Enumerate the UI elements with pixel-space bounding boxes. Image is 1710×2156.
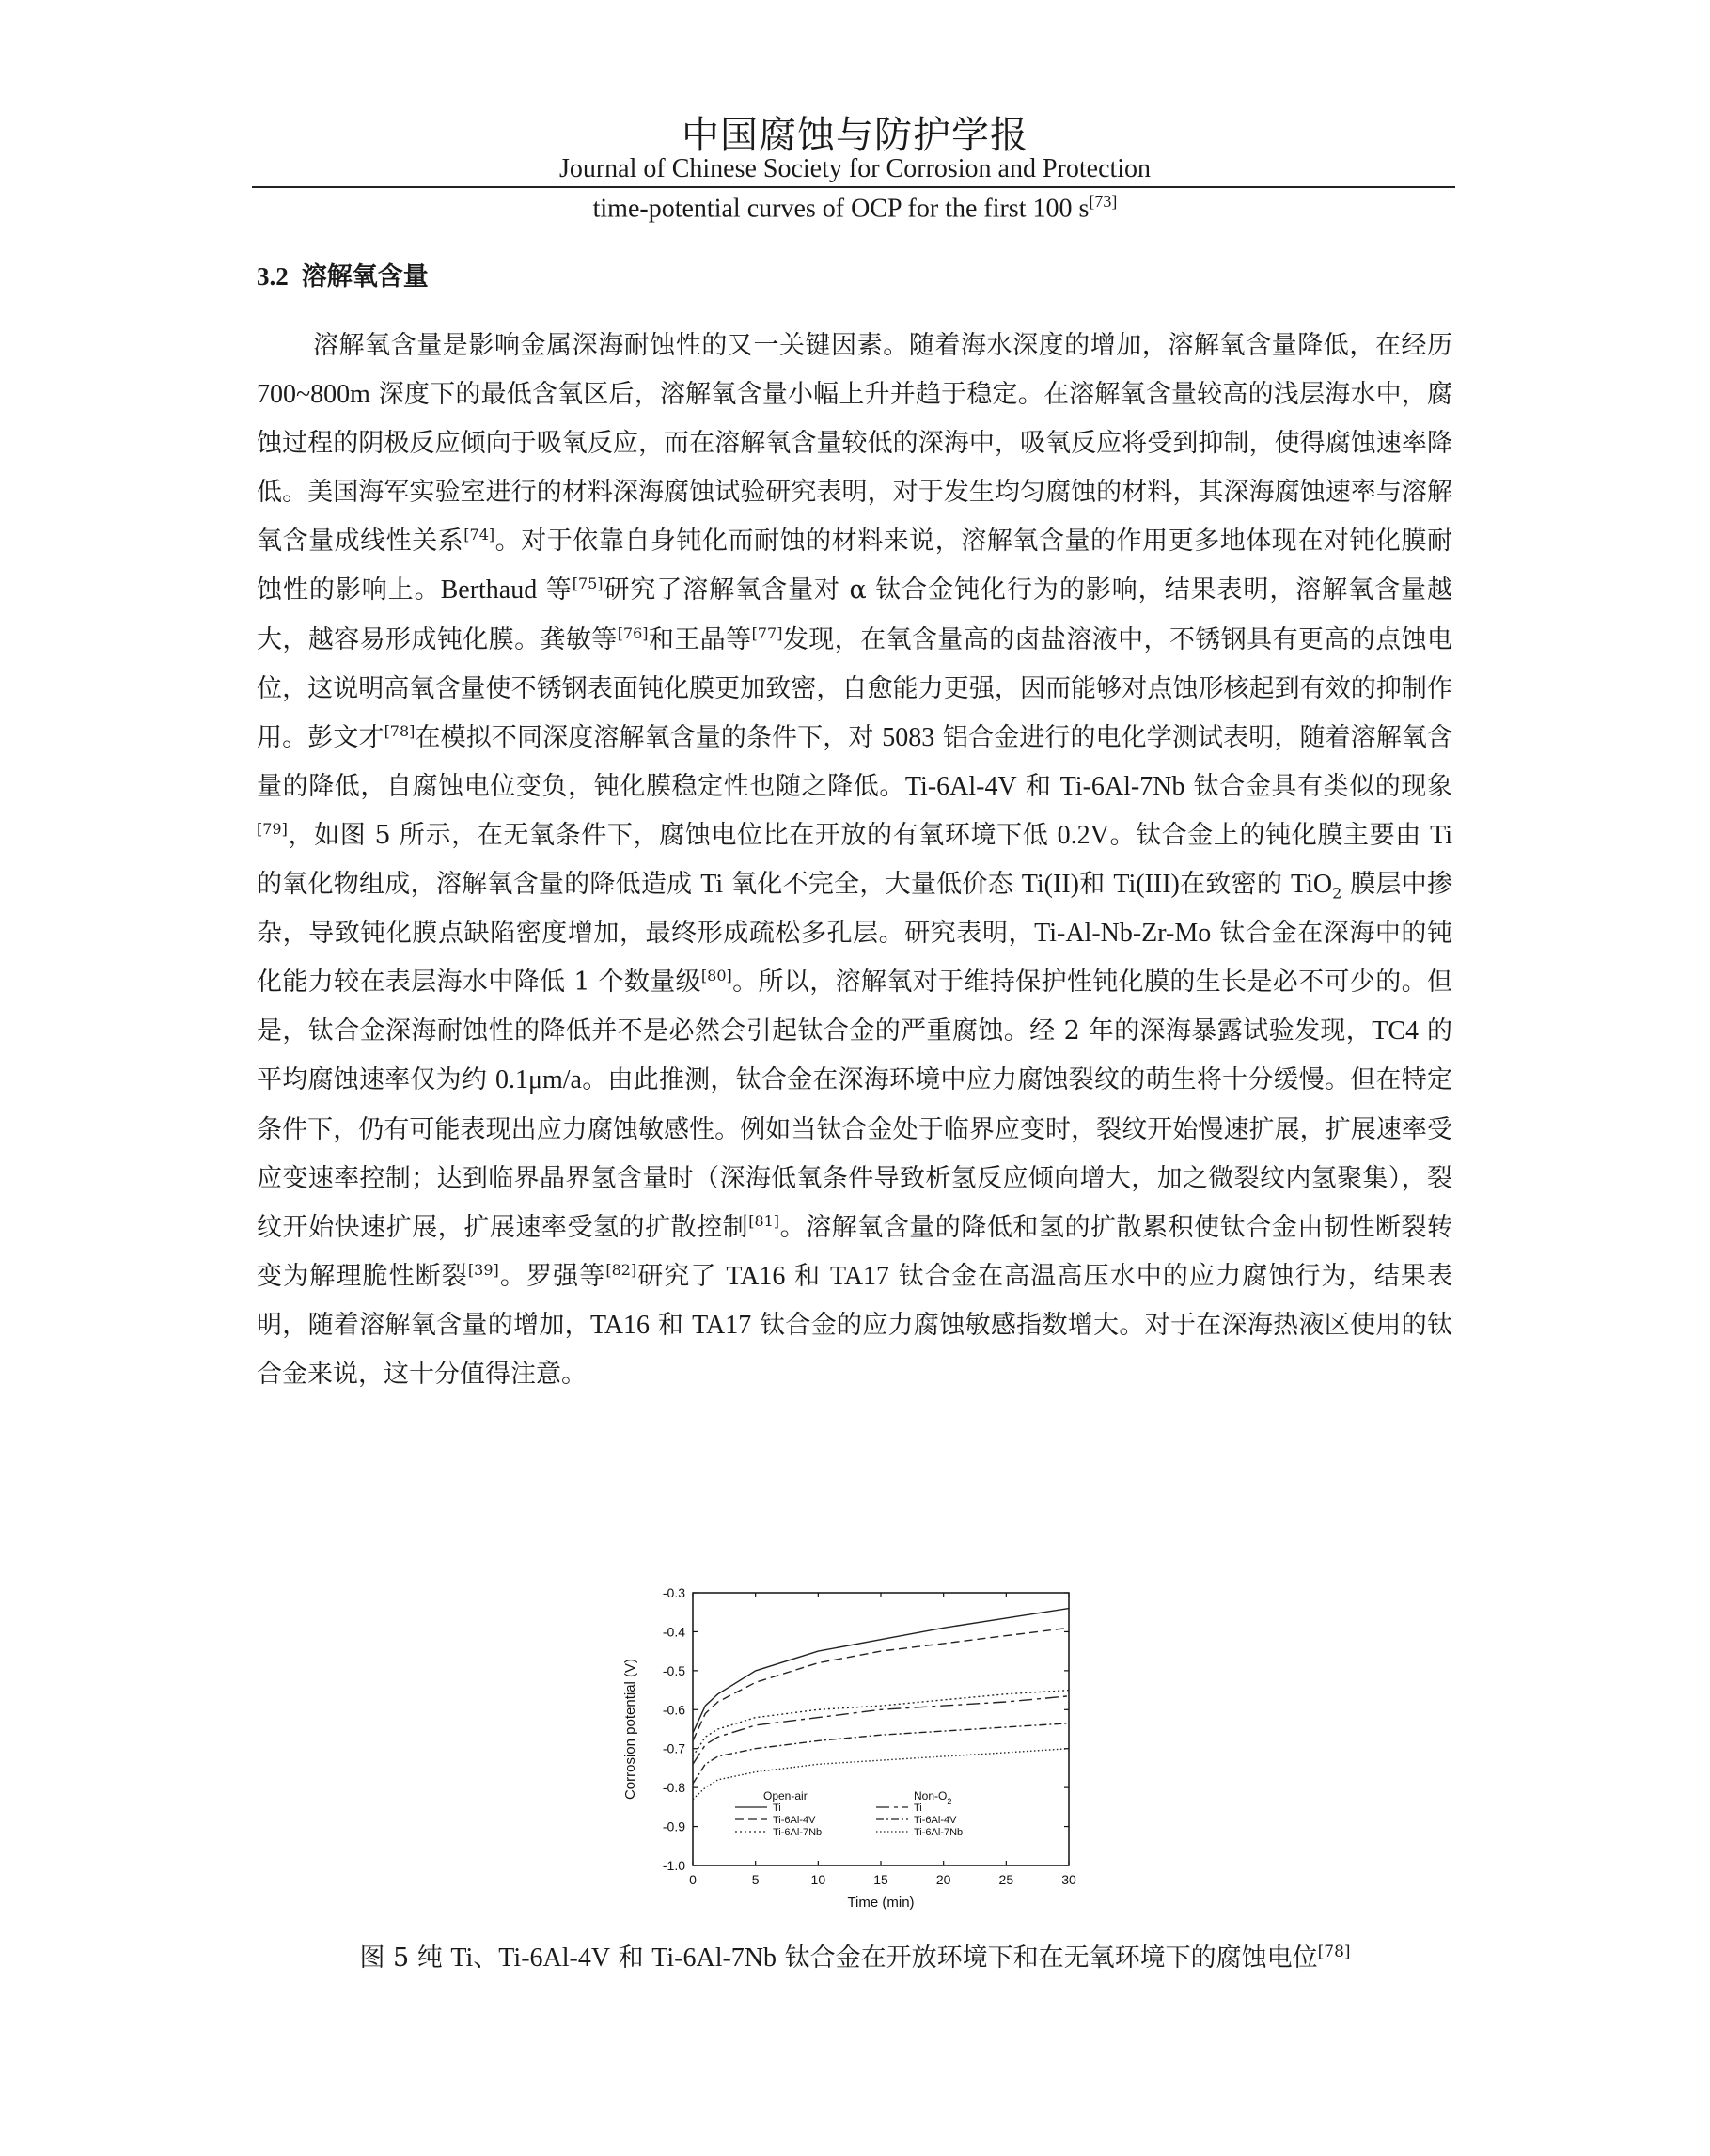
text-run: 铝合金进行的电化学测试表明，随着溶解氧含量的降低，自腐蚀电位变负，钝化膜稳定性也随之降低。	[257, 722, 1452, 801]
figure-caption-ti: Ti	[450, 1944, 474, 1973]
x-tick-label: 20	[935, 1872, 951, 1887]
header-rule	[252, 186, 1455, 188]
section-title: 溶解氧含量	[301, 262, 429, 291]
latin-term: TA16	[589, 1310, 651, 1340]
text-run: 溶解氧含量是影响金属深海耐蚀性的又一关键因素。随着海水深度的增加，溶解氧含量降低，在经历	[313, 331, 1452, 360]
legend-subscript: 2	[947, 1797, 952, 1806]
journal-title-en: Journal of Chinese Society for Corrosion and Protection	[558, 154, 1152, 183]
text-run: 等	[537, 575, 573, 606]
subscript: 2	[1332, 884, 1342, 903]
series-line-non-ti-6al-7nb	[693, 1749, 1069, 1800]
text-run: 发现，在氧含量高的卤盐溶液中，不锈钢具有更高的点蚀电位，这说明高氧含量使不锈钢表面钝化膜更加致密，自愈能力更强，因而能够对点蚀形核起到有效的抑制作用。彭文才	[257, 624, 1453, 752]
x-tick-label: 25	[998, 1872, 1014, 1887]
y-tick-label: -0.5	[662, 1662, 685, 1678]
text-run: 在致密的	[1179, 870, 1292, 900]
text-run: 。所以，溶解氧对于维持保护性钝化膜的生长是必不可少的。但是，钛合金深海耐蚀性的降低并不是必然会引起钛合金的严重腐蚀。经 2 年的深海暴露试验发现，	[257, 968, 1452, 1047]
series-line-non-ti-6al-4v	[693, 1723, 1069, 1784]
text-run: 钛合金在高温高压水中的应力腐蚀行为，结果表明，随着溶解氧含量的增加，	[257, 1261, 1453, 1340]
citation-ref: [77]	[751, 623, 783, 642]
latin-term: TiO	[1291, 870, 1333, 900]
y-tick-label: -0.4	[662, 1624, 685, 1640]
text-run: 和	[1016, 771, 1060, 801]
previous-figure-caption	[0, 192, 1710, 224]
figure-5	[604, 1582, 1092, 1911]
series-line-open-ti-6al-7nb	[693, 1691, 1069, 1756]
latin-term: Ti(II)	[1021, 870, 1079, 900]
figure-caption-alloy2: Ti-6Al-7Nb	[651, 1944, 777, 1973]
figure-caption	[0, 1937, 1710, 1974]
citation-ref: [39]	[467, 1260, 499, 1279]
section-number: 3.2	[257, 262, 289, 291]
plot-frame	[693, 1593, 1069, 1865]
text-run: ，如图 5 所示，在无氧条件下，腐蚀电位比在开放的有氧环境下低	[287, 820, 1058, 850]
legend-label: Ti-6Al-4V	[773, 1815, 816, 1826]
legend-label: Ti-6Al-7Nb	[773, 1827, 823, 1838]
y-axis-label: Corrosion potential (V)	[622, 1658, 638, 1801]
latin-term: TA17	[692, 1310, 752, 1340]
citation-ref: [74]	[463, 526, 495, 544]
body-paragraph	[257, 322, 1452, 1399]
citation-ref: [81]	[748, 1211, 780, 1230]
legend-group-open: Open-air	[763, 1789, 808, 1802]
text-run: 和王晶等	[648, 624, 752, 654]
citation-ref: [79]	[257, 819, 288, 838]
latin-term: TC4	[1372, 1016, 1419, 1047]
legend-label: Ti	[914, 1802, 922, 1814]
corrosion-potential-chart	[604, 1582, 1092, 1911]
latin-term: 5083	[882, 722, 935, 752]
latin-term: 0.1μm/a	[494, 1065, 582, 1095]
text-run: 的平均腐蚀速率仅为约	[257, 1016, 1452, 1095]
text-run: 钛合金的应力腐蚀敏感指数增大。对于在深海热液区使用的钛合金来说，这十分值得注意。	[257, 1310, 1452, 1389]
latin-term: Ti-Al-Nb-Zr-Mo	[1034, 919, 1212, 949]
text-run: 膜层中掺杂，导致钝化膜点缺陷密度增加，最终形成疏松多孔层。研究表明，	[257, 870, 1452, 949]
text-run: 的氧化物组成，溶解氧含量的降低造成	[257, 870, 701, 900]
series-line-open-ti	[693, 1609, 1069, 1734]
text-run: 深度下的最低含氧区后，溶解氧含量小幅上升并趋于稳定。在溶解氧含量较高的浅层海水中，腐蚀过程的阴极反应倾向于吸氧反应，而在溶解氧含量较低的深海中，吸氧反应将受到抑制，使得腐蚀速率降低。美国海军实验室进行的材料深海腐蚀试验研究表明，对于发生均匀腐蚀的材料，其深海腐蚀速率与溶解氧含量成线性关系	[257, 380, 1452, 557]
text-run: 。由此推测，钛合金在深海环境中应力腐蚀裂纹的萌生将十分缓慢。但在特定条件下，仍有可能表现出应力腐蚀敏感性。例如当钛合金处于临界应变时，裂纹开始慢速扩展，扩展速率受应变速率控制；达到临界晶界氢含量时（深海低氧条件导致析氢反应倾向增大，加之微裂纹内氢聚集），裂纹开始快速扩展，扩展速率受氢的扩散控制	[257, 1065, 1452, 1242]
y-tick-label: -0.3	[662, 1585, 685, 1600]
text-run: 和	[650, 1310, 693, 1340]
text-run: 。对于依靠自身钝化而耐蚀的材料来说，溶解氧含量的作用更多地体现在对钝化膜耐蚀性的影响上。	[257, 527, 1453, 606]
citation-ref: [78]	[384, 721, 416, 740]
figure-caption-and: 和	[610, 1944, 652, 1973]
x-tick-label: 30	[1061, 1872, 1076, 1887]
y-tick-label: -0.9	[662, 1818, 685, 1834]
text-run: 氧化不完全，大量低价态	[723, 870, 1022, 900]
x-tick-label: 15	[873, 1872, 888, 1887]
text-run: 钛合金具有类似的现象	[1184, 771, 1453, 801]
series-line-open-ti-6al-4v	[693, 1628, 1069, 1740]
y-tick-label: -0.6	[662, 1702, 685, 1718]
text-run: 。罗强等	[498, 1261, 606, 1291]
text-run: 在模拟不同深度溶解氧含量的条件下，对	[415, 722, 883, 752]
latin-term: 0.2V	[1057, 820, 1109, 850]
latin-term: Ti-6Al-7Nb	[1059, 771, 1185, 801]
citation-ref: [80]	[700, 967, 732, 985]
y-tick-label: -0.8	[662, 1780, 685, 1796]
text-run: 研究了溶解氧含量对 α 钛合金钝化行为的影响，结果表明，溶解氧含量越大，越容易形成钝化膜。龚敏等	[257, 575, 1452, 654]
previous-caption-text: time-potential curves of OCP for the first 100 s	[592, 194, 1090, 224]
text-run: 。溶解氧含量的降低和氢的扩散累积使钛合金由韧性断裂转变为解理脆性断裂	[257, 1212, 1453, 1291]
text-run: 和	[785, 1261, 830, 1291]
latin-term: Ti-6Al-4V	[904, 771, 1017, 801]
legend-label: Ti-6Al-4V	[914, 1815, 957, 1826]
latin-term: 700~800m	[257, 380, 370, 410]
text-run: 钛合金在深海中的钝化能力较在表层海水中降低 1 个数量级	[257, 919, 1452, 998]
latin-term: Berthaud	[440, 575, 538, 606]
text-run: 研究了	[636, 1261, 727, 1291]
legend-label: Ti-6Al-7Nb	[914, 1827, 964, 1838]
figure-caption-alloy1: Ti-6Al-4V	[498, 1944, 611, 1973]
citation-ref: [76]	[617, 623, 649, 642]
section-heading	[257, 256, 429, 292]
figure-caption-ref: [78]	[1317, 1943, 1351, 1961]
y-tick-label: -1.0	[662, 1858, 685, 1873]
x-tick-label: 10	[810, 1872, 826, 1887]
previous-caption-ref: [73]	[1089, 192, 1118, 211]
journal-title-cn: 中国腐蚀与防护学报	[682, 114, 1028, 157]
citation-ref: [75]	[572, 574, 604, 593]
figure-caption-sep: 、	[473, 1944, 499, 1973]
x-tick-label: 0	[689, 1872, 697, 1887]
y-tick-label: -0.7	[662, 1740, 685, 1756]
latin-term: Ti(III)	[1113, 870, 1180, 900]
legend-group-non-o2: Non-$O_2$	[914, 1789, 952, 1806]
text-run: 和	[1078, 870, 1114, 900]
x-axis-label: Time (min)	[847, 1895, 915, 1911]
citation-ref: [82]	[605, 1260, 637, 1279]
x-tick-label: 5	[751, 1872, 760, 1887]
figure-caption-prefix: 图 5 纯	[359, 1944, 451, 1973]
latin-term: Ti	[700, 870, 724, 900]
text-run: 。钛合金上的钝化膜主要由	[1108, 820, 1431, 850]
legend-label: Ti	[773, 1802, 781, 1814]
latin-term: TA17	[829, 1261, 890, 1291]
latin-term: Ti	[1430, 820, 1452, 850]
latin-term: TA16	[726, 1261, 786, 1291]
figure-caption-rest: 钛合金在开放环境下和在无氧环境下的腐蚀电位	[777, 1944, 1318, 1973]
